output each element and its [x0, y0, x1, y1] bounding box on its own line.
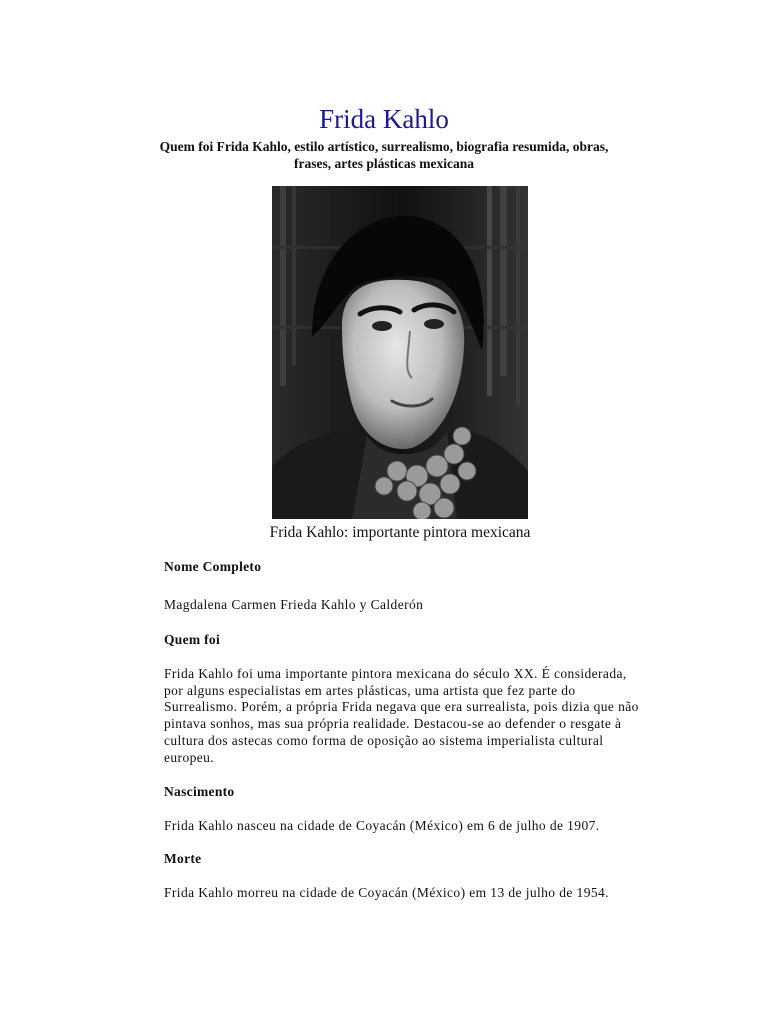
image-caption: Frida Kahlo: importante pintora mexicana	[269, 524, 531, 541]
section-heading-nome-completo: Nome Completo	[164, 559, 262, 574]
section-heading-quem-foi: Quem foi	[164, 631, 221, 647]
portrait-photo	[272, 186, 528, 519]
page-subtitle: Quem foi Frida Kahlo, estilo artístico, surrealismo, biografia resumida, obras, frases, artes plásticas mexicana	[159, 139, 609, 171]
section-text-nascimento: Frida Kahlo nasceu na cidade de Coyacán (México) em 6 de julho de 1907.	[164, 817, 600, 833]
section-heading-morte: Morte	[164, 851, 202, 867]
section-text-morte: Frida Kahlo morreu na cidade de Coyacán (México) em 13 de julho de 1954.	[164, 885, 609, 901]
document-body	[164, 558, 644, 902]
section-text-quem-foi: Frida Kahlo foi uma importante pintora mexicana do século XX. É considerada, por alguns especialistas em artes plásticas, uma artista que fez parte do Surrealismo. Porém, a própria Frida negava que era surrealista, pois dizia que não pintava sonhos, mas sua própria realidade. Destacou-se ao defender o resgate à cultura dos astecas como forma de oposição ao sistema imperialista cultural europeu.	[164, 665, 639, 765]
section-text-nome-completo: Magdalena Carmen Frieda Kahlo y Calderón	[164, 597, 424, 612]
section-heading-nascimento: Nascimento	[164, 783, 235, 799]
page-title: Frida Kahlo	[319, 104, 449, 134]
